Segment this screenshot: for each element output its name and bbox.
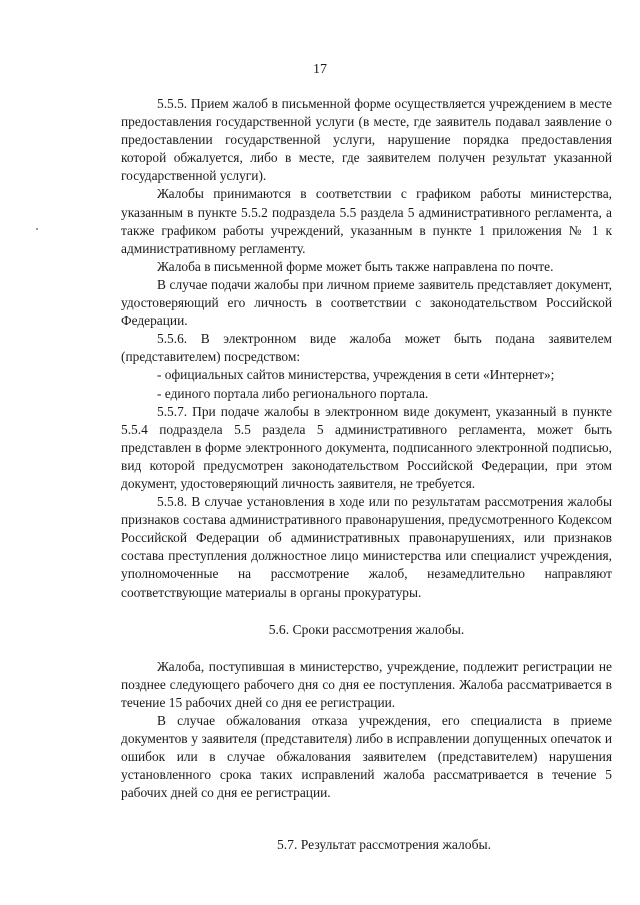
page-number: 17 (313, 62, 327, 77)
paragraph-5-5-8: 5.5.8. В случае установления в ходе или по результатам рассмотрения жалобы признаков состава административного правонарушения, предусмотренного Кодексом Российской Федерации об административных правонарушениях, или признаков состава преступления должностное лицо министерства или специалист учреждения, уполномоченные на рассмотрение жалоб, незамедлительно направляют соответствующие материалы в органы прокуратуры. (121, 494, 612, 600)
paragraph-5-5-6: 5.5.6. В электронном виде жалоба может быть подана заявителем (представителем) посредством: (121, 331, 612, 365)
section-spacer (121, 802, 612, 836)
paragraph-personal-reception: В случае подачи жалобы при личном приеме заявитель представляет документ, удостоверяющий его личность в соответствии с законодательством Российской Федерации. (121, 276, 612, 329)
list-item-portal: - единого портала либо регионального портала. (157, 385, 429, 401)
paragraph-5-5-7: 5.5.7. При подаче жалобы в электронном виде документ, указанный в пункте 5.5.4 подраздела 5.5 раздела 5 административного регламента, может быть представлен в форме электронного документа, подписанного электронной подписью, вид которой предусмотрен законодательством Российской Федерации, при этом документ, удостоверяющий личность заявителя, не требуется. (121, 403, 612, 491)
scan-speck (36, 228, 38, 230)
section-heading-5-7: 5.7. Результат рассмотрения жалобы. (276, 837, 492, 853)
paragraph-post: Жалоба в письменной форме может быть также направлена по почте. (157, 258, 554, 274)
section-heading-5-6: 5.6. Сроки рассмотрения жалобы. (268, 621, 465, 637)
paragraph-5-5-5: 5.5.5. Прием жалоб в письменной форме осуществляется учреждением в месте предоставления государственной услуги (в месте, где заявитель подавал заявление о предоставлении государственной услуги, нарушение порядка предоставления которой обжалуется, либо в месте, где заявителем получен результат указанной государственной услуги). (121, 96, 612, 184)
paragraph-refusal-appeal: В случае обжалования отказа учреждения, его специалиста в приеме документов у заявителя (представителя) либо в исправлении допущенных опечаток и ошибок или в случае обжалования заявителем (представителем) нарушения установленного срока таких исправлений жалоба рассматривается в течение 5 рабочих дней со дня ее регистрации. (121, 713, 612, 801)
paragraph-registration: Жалоба, поступившая в министерство, учреждение, подлежит регистрации не позднее следующего рабочего дня со дня ее поступления. Жалоба рассматривается в течение 15 рабочих дней со дня ее регистрации. (121, 658, 612, 710)
list-item-websites: - официальных сайтов министерства, учреждения в сети «Интернет»; (157, 367, 555, 383)
paragraph-schedule: Жалобы принимаются в соответствии с графиком работы министерства, указанным в пункте 5.5.2 подраздела 5.5 раздела 5 административного регламента, а также графиком работы учреждений, указанным в пункте 1 приложения № 1 к административному регламенту. (121, 186, 612, 256)
document-body (121, 95, 612, 855)
